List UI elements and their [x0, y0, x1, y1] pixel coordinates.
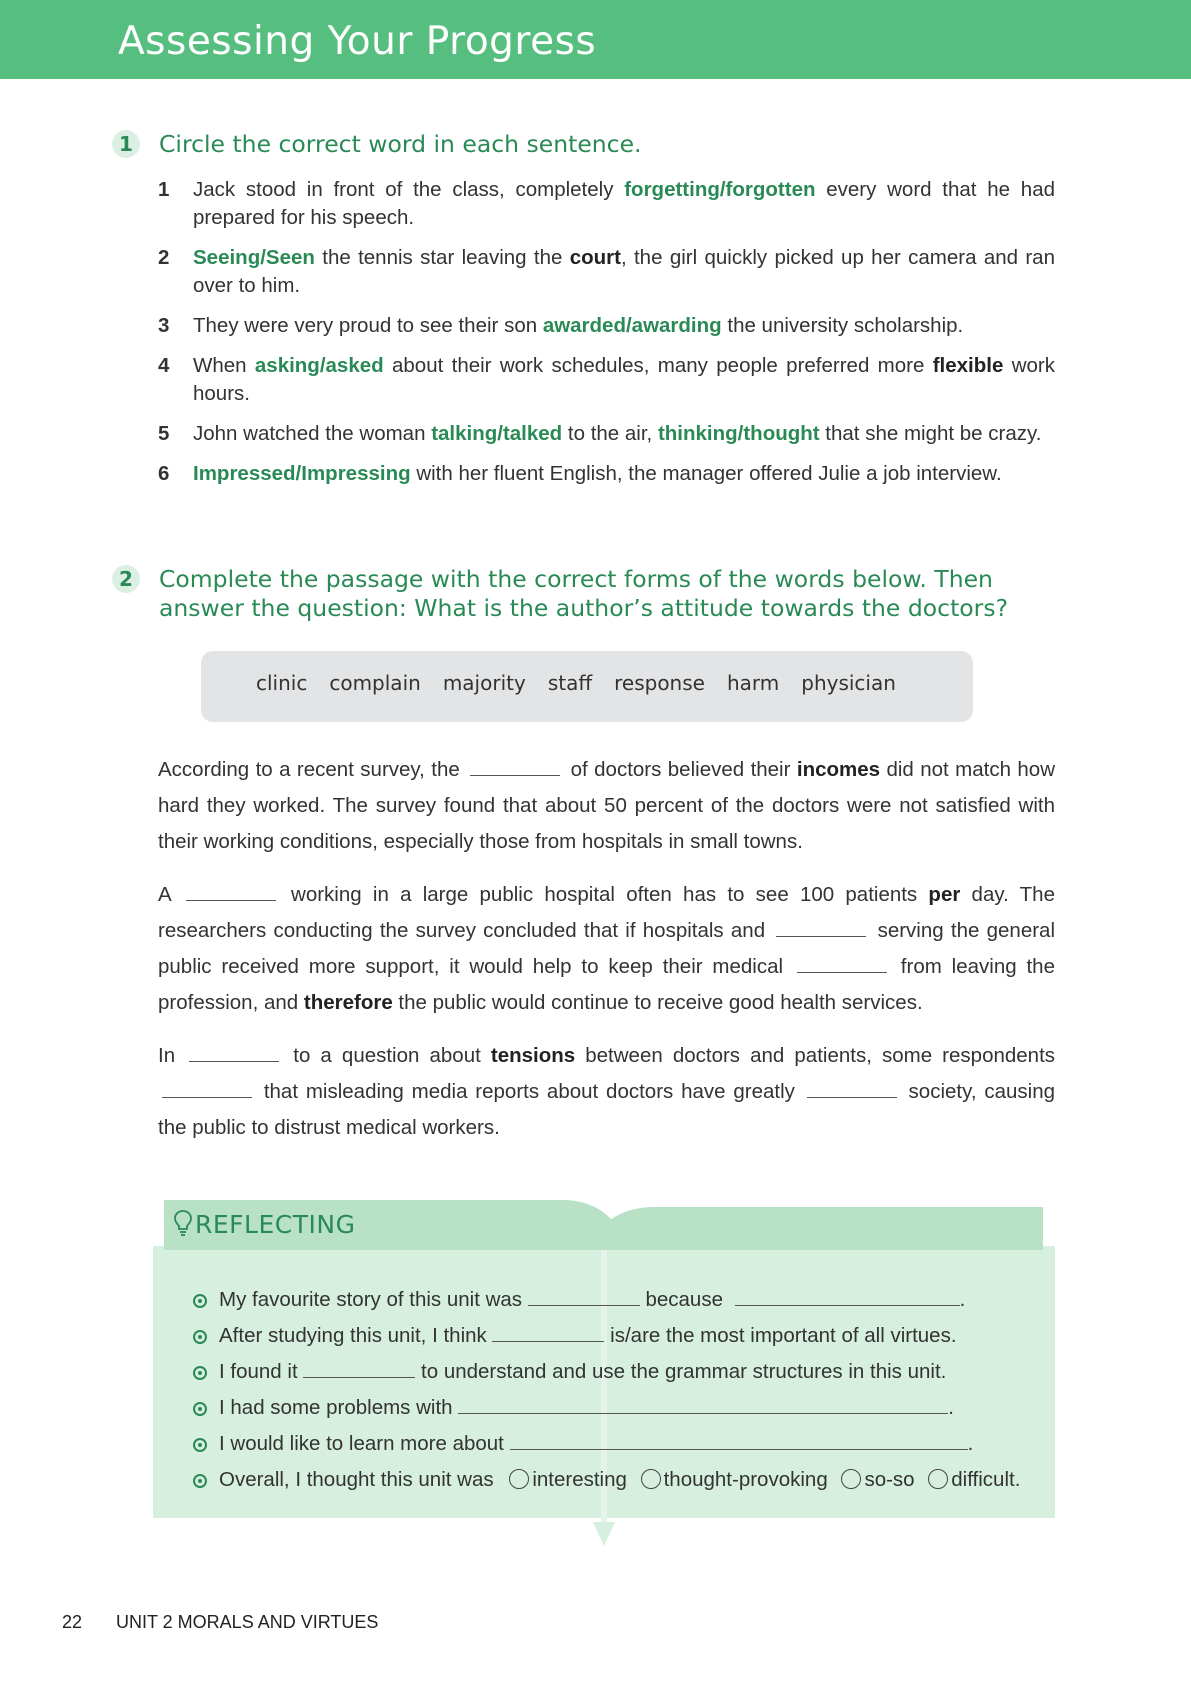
vocab-word: therefore [303, 991, 393, 1014]
reflecting-item: Overall, I thought this unit was interesting thought-provoking so-so difficult. [193, 1462, 1053, 1498]
section-title-line-2: answer the question: What is the author’s attitude towards the doctors? [159, 594, 1009, 622]
word-bank-item: harm [726, 671, 780, 695]
item-text: every word that he had prepared for his speech. [193, 178, 1055, 229]
item-text: about their work schedules, many people preferred more [383, 354, 933, 377]
fill-blank[interactable] [492, 1319, 604, 1342]
item-text: They were very proud to see their son [193, 314, 543, 337]
section-number-badge: 2 [112, 565, 140, 593]
option-label: difficult. [951, 1468, 1021, 1491]
section-number-badge: 1 [112, 130, 140, 158]
exercise-item [158, 352, 1055, 408]
fill-blank[interactable] [303, 1355, 415, 1378]
fill-blank[interactable] [797, 971, 887, 973]
fill-blank[interactable] [470, 774, 560, 776]
word-bank-item: physician [801, 671, 896, 695]
bullet-icon [193, 1330, 207, 1344]
page-title: Assessing Your Progress [118, 19, 597, 64]
page-number: 22 [62, 1612, 83, 1632]
bullet-icon [193, 1474, 207, 1488]
word-choice[interactable]: Impressed/Impressing [193, 462, 411, 485]
fill-blank[interactable] [458, 1391, 948, 1414]
page-header [0, 0, 1191, 79]
option-label: interesting [532, 1468, 627, 1491]
exercise-1-list [158, 176, 1055, 500]
item-number: 1 [158, 178, 170, 201]
option-radio[interactable] [509, 1469, 529, 1489]
option-label: thought-provoking [663, 1468, 828, 1491]
item-text: to the air, [562, 422, 658, 445]
unit-title: UNIT 2 MORALS AND VIRTUES [116, 1612, 379, 1632]
fill-blank[interactable] [807, 1096, 897, 1098]
reflecting-item: After studying this unit, I think is/are the most important of all virtues. [193, 1318, 1053, 1354]
passage-paragraph-1: According to a recent survey, the of doctors believed their incomes did not match how hard they worked. The survey found that about 50 percent of the doctors were not satisfied with their working conditions, especially those from hospitals in small towns. [158, 758, 1056, 853]
item-text: with her fluent English, the manager offered Julie a job interview. [410, 462, 1002, 485]
fill-blank[interactable] [510, 1427, 968, 1450]
exercise-item [158, 460, 1055, 488]
bullet-icon [193, 1402, 207, 1416]
passage-paragraph-3: In to a question about tensions between doctors and patients, some respondents that misleading media reports about doctors have greatly society, causing the public to distrust medical workers. [158, 1044, 1056, 1139]
exercise-item [158, 176, 1055, 232]
item-number: 5 [158, 422, 170, 445]
word-bank-item: staff [547, 671, 593, 695]
fill-blank[interactable] [186, 899, 276, 901]
word-bank [201, 651, 973, 722]
word-choice[interactable]: asking/asked [254, 354, 384, 377]
reflecting-item: I found it to understand and use the grammar structures in this unit. [193, 1354, 1053, 1390]
item-text: , the girl quickly picked up her camera and ran over to him. [193, 246, 1055, 297]
option-radio[interactable] [641, 1469, 661, 1489]
item-number: 6 [158, 462, 170, 485]
word-bank-item: majority [442, 671, 526, 695]
word-bank-item: clinic [256, 671, 308, 695]
reflecting-tab-right [593, 1207, 1043, 1250]
option-label: so-so [864, 1468, 915, 1491]
word-choice[interactable]: Seeing/Seen [193, 246, 315, 269]
reflecting-item: I had some problems with . [193, 1390, 1053, 1426]
item-text: Jack stood in front of the class, completely [193, 178, 625, 201]
item-text: work hours. [193, 354, 1055, 405]
section-title-line-1: Complete the passage with the correct forms of the words below. Then [159, 565, 993, 593]
vocab-word: per [928, 883, 961, 906]
word-choice[interactable]: talking/talked [431, 422, 563, 445]
vocab-word: incomes [796, 758, 881, 781]
item-text: John watched the woman [193, 422, 432, 445]
item-number: 4 [158, 354, 170, 377]
reflecting-title: REFLECTING [195, 1210, 356, 1239]
item-number: 3 [158, 314, 170, 337]
word-choice[interactable]: forgetting/forgotten [624, 178, 816, 201]
item-text: the university scholarship. [721, 314, 964, 337]
reflecting-list [193, 1282, 1053, 1498]
option-radio[interactable] [841, 1469, 861, 1489]
word-choice[interactable]: awarded/awarding [542, 314, 722, 337]
bullet-icon [193, 1438, 207, 1452]
lightbulb-icon [173, 1209, 193, 1237]
fill-blank[interactable] [528, 1283, 640, 1306]
reflecting-item: I would like to learn more about . [193, 1426, 1053, 1462]
section-title: Circle the correct word in each sentence. [159, 130, 642, 158]
item-text: the tennis star leaving the [314, 246, 570, 269]
reflecting-heading [173, 1209, 355, 1239]
word-bank-item: complain [329, 671, 421, 695]
fill-blank[interactable] [162, 1096, 252, 1098]
vocab-word: flexible [932, 354, 1004, 377]
item-number: 2 [158, 246, 170, 269]
exercise-item [158, 244, 1055, 300]
fill-blank[interactable] [776, 935, 866, 937]
reflecting-box [153, 1200, 1055, 1546]
bullet-icon [193, 1366, 207, 1380]
exercise-item [158, 420, 1055, 448]
passage-paragraph-2: A working in a large public hospital often has to see 100 patients per day. The researchers conducting the survey concluded that if hospitals and serving the general public received more support, it would help to keep their medical from leaving the profession, and therefore the public would continue to receive good health services. [158, 883, 1055, 1014]
option-radio[interactable] [928, 1469, 948, 1489]
item-text: that she might be crazy. [819, 422, 1042, 445]
reflecting-item: My favourite story of this unit was because . [193, 1282, 1053, 1318]
fill-blank[interactable] [735, 1283, 960, 1306]
word-bank-item: response [614, 671, 705, 695]
fill-blank[interactable] [189, 1060, 279, 1062]
exercise-item [158, 312, 1055, 340]
item-text: When [193, 354, 255, 377]
bullet-icon [193, 1294, 207, 1308]
word-choice[interactable]: thinking/thought [657, 422, 820, 445]
vocab-word: tensions [490, 1044, 576, 1067]
vocab-word: court [569, 246, 621, 269]
